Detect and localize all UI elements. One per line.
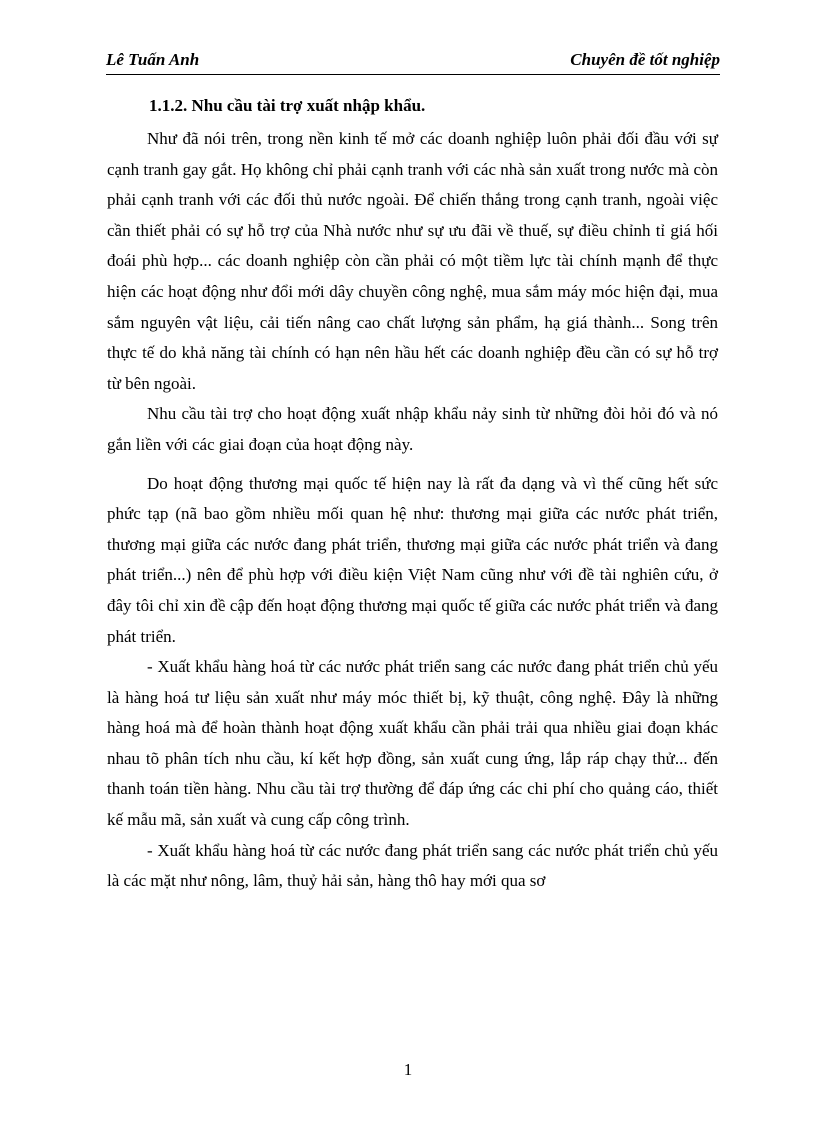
main-content bbox=[107, 88, 718, 897]
paragraph-4: - Xuất khẩu hàng hoá từ các nước phát triển sang các nước đang phát triển chủ yếu là hàng hoá tư liệu sản xuất như máy móc thiết bị, kỹ thuật, công nghệ. Đây là những hàng hoá mà để hoàn thành hoạt động xuất khẩu cần phải trải qua nhiều giai đoạn khác nhau tõ phân tích nhu cầu, kí kết hợp đồng, sản xuất cung ứng, lắp ráp chạy thử... đến thanh toán tiền hàng. Nhu cầu tài trợ thường để đáp ứng các chi phí cho quảng cáo, thiết kế mẫu mã, sản xuất và cung cấp công trình. bbox=[107, 657, 718, 830]
section-heading: 1.1.2. Nhu cầu tài trợ xuất nhập khẩu. bbox=[149, 96, 426, 115]
header-author: Lê Tuấn Anh bbox=[106, 50, 200, 69]
paragraph-1: Như đã nói trên, trong nền kinh tế mở các doanh nghiệp luôn phải đối đầu với sự cạnh tranh gay gắt. Họ không chỉ phải cạnh tranh với các nhà sản xuất trong nước mà còn phải cạnh tranh với các đối thủ nước ngoài. Để chiến thắng trong cạnh tranh, ngoài việc cần thiết phải có sự hỗ trợ của Nhà nước như sự ưu đãi về thuế, sự điều chỉnh tỉ giá hối đoái phù hợp... các doanh nghiệp còn cần phải có một tiềm lực tài chính mạnh để thực hiện các hoạt động như đổi mới dây chuyền công nghệ, mua sắm máy móc hiện đại, mua sắm nguyên vật liệu, cải tiến nâng cao chất lượng sản phẩm, hạ giá thành... Song trên thực tế do khả năng tài chính có hạn nên hầu hết các doanh nghiệp đều cần có sự hỗ trợ từ bên ngoài. bbox=[107, 129, 718, 393]
page-number: 1 bbox=[403, 1060, 413, 1079]
header-document-title: Chuyên đề tốt nghiệp bbox=[570, 50, 720, 69]
page-header bbox=[106, 48, 720, 75]
paragraph-3: Do hoạt động thương mại quốc tế hiện nay là rất đa dạng và vì thế cũng hết sức phức tạp (nã bao gồm nhiều mối quan hệ như: thương mại giữa các nước phát triển, thương mại giữa các nước đang phát triển, thương mại giữa các nước phát triển và đang phát triển...) nên để phù hợp với điều kiện Việt Nam cũng như với đề tài nghiên cứu, ở đây tôi chỉ xin đề cập đến hoạt động thương mại quốc tế giữa các nước phát triển và đang phát triển. bbox=[107, 473, 718, 646]
paragraph-2: Nhu cầu tài trợ cho hoạt động xuất nhập khẩu nảy sinh từ những đòi hỏi đó và nó gắn liền với các giai đoạn của hoạt động này. bbox=[107, 404, 718, 454]
paragraph-5: - Xuất khẩu hàng hoá từ các nước đang phát triển sang các nước phát triển chủ yếu là các mặt như nông, lâm, thuỷ hải sản, hàng thô hay mới qua sơ bbox=[107, 840, 718, 891]
